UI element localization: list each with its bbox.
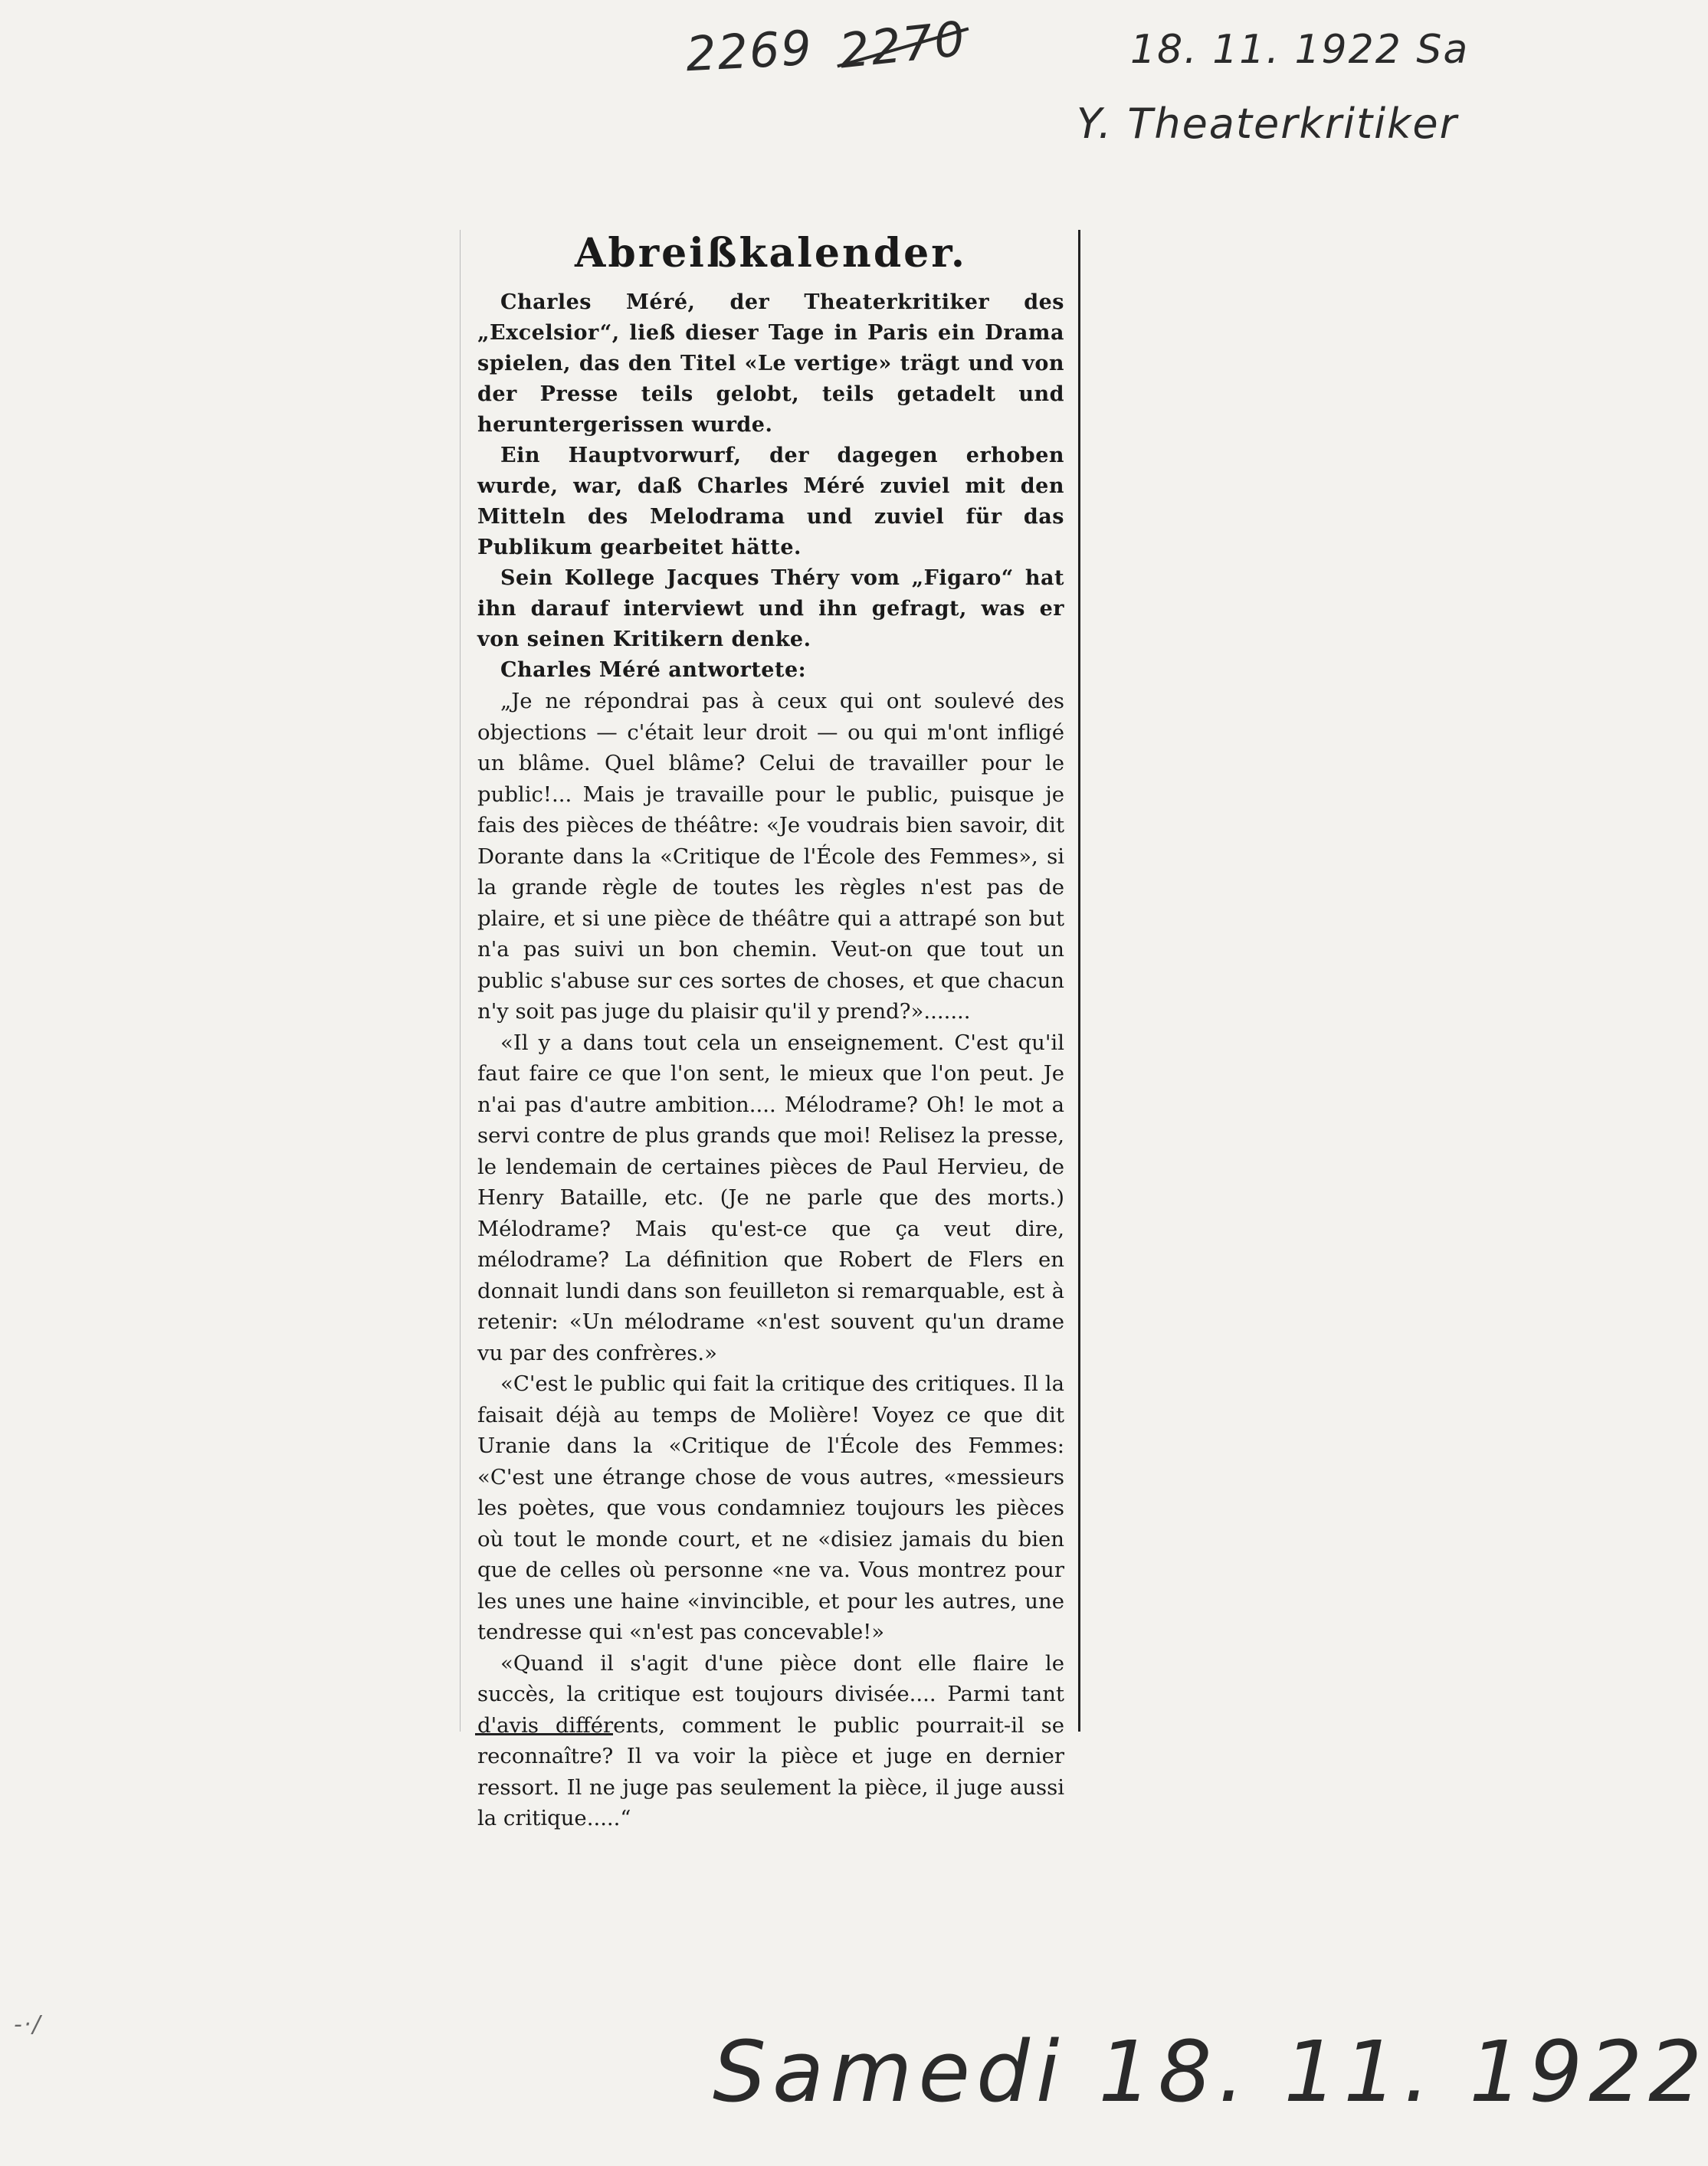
article-paragraph: «Il y a dans tout cela un enseignement. C'est qu'il faut faire ce que l'on sent, le mieux que l'on peut. Je n'ai pas d'autre ambition.... Mélodrame? Oh! le mot a servi contre de plus grands que moi! Relisez la presse, le lendemain de certaines pièces de Paul Hervieu, de Henry Bataille, etc. (Je ne parle que des morts.) Mélodrame? Mais qu'est-ce que ça veut dire, mélodrame? La définition que Robert de Flers en donnait lundi dans son feuilleton si remarquable, est à retenir: «Un mélodrame «n'est souvent qu'un drame vu par des confrères.» [477,1030,1064,1365]
handwritten-topic: Y. Theaterkritiker [1077,100,1458,148]
article-paragraph: «C'est le public qui fait la critique des critiques. Il la faisait déjà au temps de Molière! Voyez ce que dit Uranie dans la «Critique de l'École des Femmes: «C'est une étrange chose de vous autres, «messieurs les poètes, que vous condamniez toujours les pièces où tout le monde court, et ne «disiez jamais du bien que de celles où personne «ne va. Vous montrez pour les unes une haine «invincible, et pour les autres, une tendresse qui «n'est pas concevable!» [477,1371,1064,1644]
article-paragraph: Charles Méré, der Theaterkritiker des „Excelsior“, ließ dieser Tage in Paris ein Drama spielen, das den Titel «Le vertige» trägt und von der Presse teils gelobt, teils getadelt und heruntergerissen wurde. [477,290,1064,437]
article-paragraph: „Je ne répondrai pas à ceux qui ont soulevé des objections — c'était leur droit — ou qui m'ont infligé un blâme. Quel blâme? Celui de travailler pour le public!... Mais je travaille pour le public, puisque je fais des pièces de théâtre: «Je voudrais bien savoir, dit Dorante dans la «Critique de l'École des Femmes», si la grande règle de toutes les règles n'est pas de plaire, et si une pièce de théâtre qui a attrapé son but n'a pas suivi un bon chemin. Veut-on que tout un public s'abuse sur ces sortes de choses, et que chacun n'y soit pas juge du plaisir qu'il y prend?»....... [477,689,1064,1024]
article-end-rule [475,1733,613,1735]
article-paragraph: «Quand il s'agit d'une pièce dont elle flaire le succès, la critique est toujours divisée.... Parmi tant d'avis différents, comment le public pourrait-il se reconnaître? Il va voir la pièce et juge en dernier ressort. Il ne juge pas seulement la pièce, il juge aussi la critique.....“ [477,1650,1064,1830]
handwritten-date-bottom: Samedi 18. 11. 1922 [713,2023,1708,2121]
newspaper-clipping [460,230,1080,1830]
article-paragraph: Charles Méré antwortete: [500,658,807,682]
margin-mark: -·/ [14,2011,42,2038]
article-headline: Abreißkalender. [575,230,967,277]
crossed-archive-number: 2270 [836,10,969,80]
article-paragraph: Ein Hauptvorwurf, der dagegen erhoben wurde, war, daß Charles Méré zuviel mit den Mitteln des Melodrama und zuviel für das Publikum gearbeitet hätte. [477,444,1064,559]
article-paragraph: Sein Kollege Jacques Théry vom „Figaro“ hat ihn darauf interviewt und ihn gefragt, was er von seinen Kritikern denke. [477,566,1064,651]
handwritten-date-top: 18. 11. 1922 Sa [1130,27,1470,73]
archive-number: 2269 [684,19,815,83]
